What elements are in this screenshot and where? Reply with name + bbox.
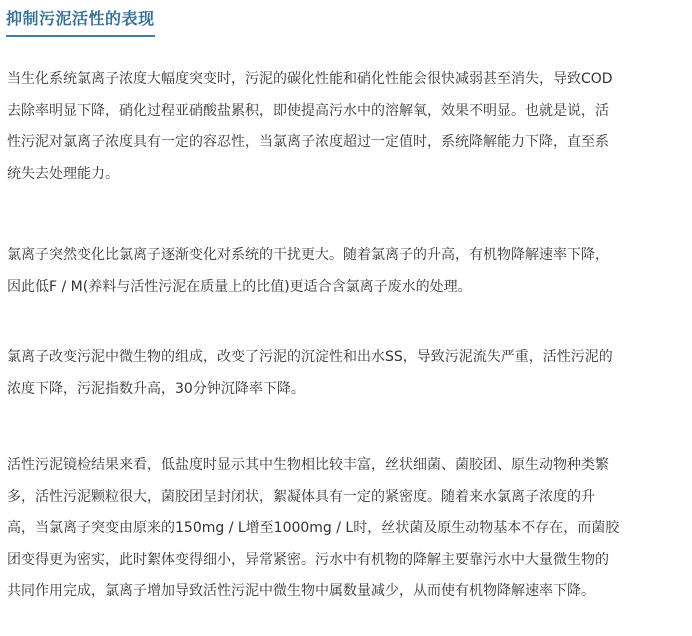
- paragraph-line: 多，活性污泥颗粒很大，菌胶团呈封闭状，絮凝体具有一定的紧密度。随着来水氯离子浓度的升: [7, 488, 595, 505]
- paragraph-line: 浓度下降，污泥指数升高，30分钟沉降率下降。: [7, 380, 305, 397]
- section-heading: [6, 8, 155, 37]
- paragraph-2: [7, 240, 685, 303]
- paragraph-4: [7, 450, 685, 608]
- paragraph-line: 氯离子突然变化比氯离子逐渐变化对系统的干扰更大。随着氯离子的升高，有机物降解速率下降，: [7, 247, 609, 263]
- paragraph-line: 共同作用完成，氯离子增加导致活性污泥中微生物中属数量减少，从而使有机物降解速率下降。: [7, 583, 595, 599]
- paragraph-line: 高，当氯离子突变由原来的150mg / L增至1000mg / L时，丝状菌及原生动物基本不存在，而菌胶: [7, 520, 620, 536]
- heading-text: 抑制污泥活性的表现: [6, 9, 155, 28]
- paragraph-line: 去除率明显下降，硝化过程亚硝酸盐累积，即使提高污水中的溶解氧，效果不明显。也就是说，活: [7, 102, 609, 119]
- paragraph-3: [7, 342, 685, 405]
- paragraph-line: 当生化系统氯离子浓度大幅度突变时，污泥的碳化性能和硝化性能会很快减弱甚至消失，导致COD: [7, 71, 613, 87]
- paragraph-line: 统失去处理能力。: [7, 165, 119, 182]
- paragraph-1: [7, 64, 685, 190]
- paragraph-line: 团变得更为密实，此时絮体变得细小，异常紧密。污水中有机物的降解主要靠污水中大量微生物的: [7, 551, 609, 568]
- paragraph-line: 性污泥对氯离子浓度具有一定的容忍性，当氯离子浓度超过一定值时，系统降解能力下降，直至系: [7, 134, 609, 150]
- paragraph-line: 氯离子改变污泥中微生物的组成，改变了污泥的沉淀性和出水SS，导致污泥流失严重，活性污泥的: [7, 349, 613, 365]
- paragraph-line: 活性污泥镜检结果来看，低盐度时显示其中生物相比较丰富，丝状细菌、菌胶团、原生动物种类繁: [7, 457, 609, 473]
- paragraph-line: 因此低F / M(养料与活性污泥在质量上的比值)更适合含氯离子废水的处理。: [7, 278, 472, 295]
